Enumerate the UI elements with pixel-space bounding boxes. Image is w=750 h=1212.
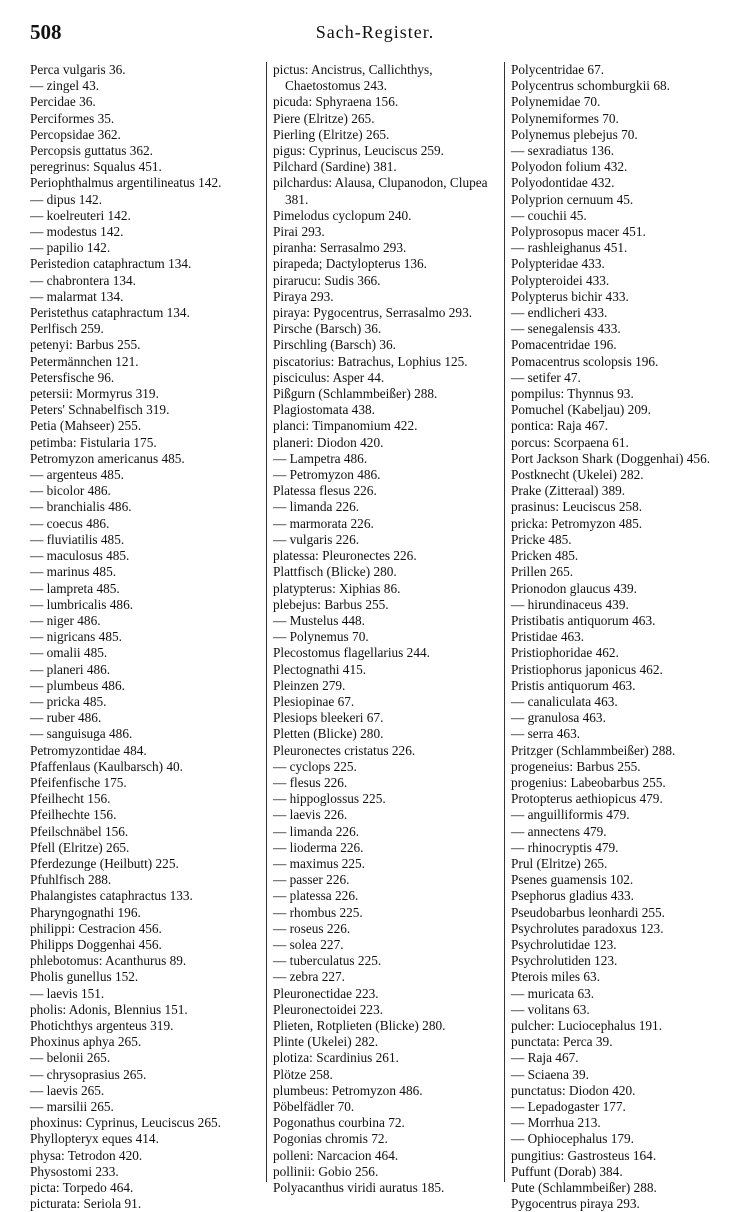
index-entry: Philipps Doggenhai 456. — [30, 936, 162, 952]
index-entry: Prake (Zitteraal) 389. — [511, 483, 626, 499]
index-entry: Phoxinus aphya 265. — [30, 1034, 142, 1050]
index-entry: Petromyzon americanus 485. — [30, 450, 185, 466]
index-entry: — ruber 486. — [30, 710, 102, 726]
index-entry: planci: Timpanomium 422. — [273, 418, 418, 434]
index-entry: picta: Torpedo 464. — [30, 1180, 134, 1196]
index-entry: Pleuronectes cristatus 226. — [273, 742, 416, 758]
index-entry: Phyllopteryx eques 414. — [30, 1131, 159, 1147]
index-entry: Pricke 485. — [511, 531, 572, 547]
index-entry: — cyclops 225. — [273, 758, 357, 774]
index-entry: — laevis 151. — [30, 985, 105, 1001]
index-entry: — marinus 485. — [30, 564, 117, 580]
index-entry: Psephorus gladius 433. — [511, 888, 634, 904]
index-entry: — chabrontera 134. — [30, 272, 136, 288]
index-entry: — niger 486. — [30, 612, 101, 628]
index-entry: — annectens 479. — [511, 823, 607, 839]
index-entry: Pfeilschnäbel 156. — [30, 823, 129, 839]
index-entry: — sexradiatus 136. — [511, 143, 615, 159]
index-entry: Piere (Elritze) 265. — [273, 110, 375, 126]
index-entry: Pristibatis antiquorum 463. — [511, 612, 656, 628]
index-entry: Percidae 36. — [30, 94, 96, 110]
index-entry: — dipus 142. — [30, 191, 103, 207]
index-entry: Pomacentrus scolopsis 196. — [511, 353, 659, 369]
index-entry: — chrysoprasius 265. — [30, 1066, 147, 1082]
index-entry: Polyodontidae 432. — [511, 175, 615, 191]
index-entry: Protopterus aethiopicus 479. — [511, 791, 663, 807]
index-entry: pungitius: Gastrosteus 164. — [511, 1147, 657, 1163]
index-entry: — rashleighanus 451. — [511, 240, 628, 256]
index-entry: polleni: Narcacion 464. — [273, 1147, 399, 1163]
index-entry: — laevis 265. — [30, 1082, 105, 1098]
index-entry: Pfeifenfische 175. — [30, 774, 127, 790]
index-entry: — maximus 225. — [273, 855, 365, 871]
index-entry: Plieten, Rotplieten (Blicke) 280. — [273, 1017, 446, 1033]
index-entry: Petia (Mahseer) 255. — [30, 418, 142, 434]
index-entry: prasinus: Leuciscus 258. — [511, 499, 643, 515]
index-entry: — malarmat 134. — [30, 288, 124, 304]
index-entry: platypterus: Xiphias 86. — [273, 580, 401, 596]
index-entry: Polypteridae 433. — [511, 256, 605, 272]
index-entry: — bicolor 486. — [30, 483, 111, 499]
index-entry: Petromyzontidae 484. — [30, 742, 147, 758]
index-entry: Percopsidae 362. — [30, 126, 121, 142]
index-entry: Peristethus cataphractum 134. — [30, 305, 190, 321]
index-entry: Periophthalmus argentilineatus 142. — [30, 175, 222, 191]
index-entry: — lumbricalis 486. — [30, 596, 134, 612]
index-entry: — volitans 63. — [511, 1001, 590, 1017]
index-entry: — zingel 43. — [30, 78, 100, 94]
index-entry: — muricata 63. — [511, 985, 595, 1001]
index-entry: — Ophiocephalus 179. — [511, 1131, 634, 1147]
index-entry: Pierling (Elritze) 265. — [273, 126, 390, 142]
index-entry: pholis: Adonis, Blennius 151. — [30, 1001, 188, 1017]
index-entry: Polyodon folium 432. — [511, 159, 628, 175]
index-entry: phlebotomus: Acanthurus 89. — [30, 953, 187, 969]
index-entry: — papilio 142. — [30, 240, 111, 256]
index-column-1 — [30, 62, 250, 1212]
index-entry: Pomacentridae 196. — [511, 337, 617, 353]
index-entry: Prillen 265. — [511, 564, 574, 580]
index-entry: — Lampetra 486. — [273, 450, 368, 466]
index-entry: Pogonias chromis 72. — [273, 1131, 388, 1147]
index-entry: — marmorata 226. — [273, 515, 374, 531]
index-entry: Pleuronectidae 223. — [273, 985, 379, 1001]
index-column-2 — [266, 62, 511, 1196]
index-entry: Pharyngognathi 196. — [30, 904, 141, 920]
index-entry: Pletten (Blicke) 280. — [273, 726, 384, 742]
page-number: 508 — [30, 20, 62, 44]
index-entry: — nigricans 485. — [30, 629, 122, 645]
index-entry: Polynemus plebejus 70. — [511, 126, 638, 142]
index-entry: Plattfisch (Blicke) 280. — [273, 564, 397, 580]
index-entry: Pseudobarbus leonhardi 255. — [511, 904, 665, 920]
index-entry: Platessa flesus 226. — [273, 483, 377, 499]
index-entry: Perlfisch 259. — [30, 321, 104, 337]
index-entry: — planeri 486. — [30, 661, 111, 677]
index-entry: Pterois miles 63. — [511, 969, 601, 985]
index-entry: Polycentridae 67. — [511, 62, 605, 77]
index-entry: Pirai 293. — [273, 224, 325, 240]
index-entry: Polyprion cernuum 45. — [511, 191, 634, 207]
index-entry: Pfuhlfisch 288. — [30, 872, 112, 888]
index-entry: Postknecht (Ukelei) 282. — [511, 467, 644, 483]
index-entry: pirarucu: Sudis 366. — [273, 272, 381, 288]
index-entry: Pute (Schlammbeißer) 288. — [511, 1180, 657, 1196]
index-entry: — Mustelus 448. — [273, 612, 365, 628]
index-column-3 — [504, 62, 747, 1212]
index-entry: — plumbeus 486. — [30, 677, 125, 693]
index-entry: Plinte (Ukelei) 282. — [273, 1034, 379, 1050]
index-entry: Pristiophorus japonicus 462. — [511, 661, 663, 677]
index-entry: Pimelodus cyclopum 240. — [273, 207, 412, 223]
index-entry: Perca vulgaris 36. — [30, 62, 126, 77]
index-entry: physa: Tetrodon 420. — [30, 1147, 143, 1163]
index-entry: — sanguisuga 486. — [30, 726, 133, 742]
index-entry: — lampreta 485. — [30, 580, 120, 596]
index-entry: Plecostomus flagellarius 244. — [273, 645, 430, 661]
index-entry: Peters' Schnabelfisch 319. — [30, 402, 170, 418]
index-entry: punctatus: Diodon 420. — [511, 1082, 636, 1098]
index-entry: Physostomi 233. — [30, 1163, 119, 1179]
index-entry: — omalii 485. — [30, 645, 108, 661]
index-entry: — rhinocryptis 479. — [511, 839, 619, 855]
index-entry: — flesus 226. — [273, 774, 348, 790]
index-entry: — passer 226. — [273, 872, 350, 888]
index-entry: — coecus 486. — [30, 515, 110, 531]
index-entry: plotiza: Scardinius 261. — [273, 1050, 399, 1066]
index-entry: — limanda 226. — [273, 499, 360, 515]
index-entry: — setifer 47. — [511, 369, 581, 385]
index-entry: Plagiostomata 438. — [273, 402, 375, 418]
index-entry: — argenteus 485. — [30, 467, 124, 483]
page-title: Sach-Register. — [315, 22, 435, 42]
index-entry: planeri: Diodon 420. — [273, 434, 384, 450]
index-entry: — laevis 226. — [273, 807, 348, 823]
index-entry: piranha: Serrasalmo 293. — [273, 240, 407, 256]
index-entry: Pholis gunellus 152. — [30, 969, 139, 985]
index-entry: piraya: Pygocentrus, Serrasalmo 293. — [273, 305, 473, 321]
index-entry: Polypterus bichir 433. — [511, 288, 629, 304]
index-entry: Plesiopinae 67. — [273, 693, 355, 709]
index-entry: Pleinzen 279. — [273, 677, 346, 693]
index-entry: — canaliculata 463. — [511, 693, 618, 709]
index-entry: pompilus: Thynnus 93. — [511, 386, 634, 402]
index-entry: Peristedion cataphractum 134. — [30, 256, 192, 272]
index-entry: — Lepadogaster 177. — [511, 1099, 626, 1114]
index-entry: — endlicheri 433. — [511, 305, 608, 321]
index-entry: philippi: Cestracion 456. — [30, 920, 162, 936]
index-entry: Pristidae 463. — [511, 629, 585, 645]
index-entry: pictus: Ancistrus, Callichthys, Chaetostomus 243. — [273, 62, 433, 94]
index-entry: Plötze 258. — [273, 1066, 333, 1082]
index-entry: Port Jackson Shark (Doggenhai) 456. — [511, 450, 711, 466]
index-entry: — granulosa 463. — [511, 710, 606, 726]
index-entry: pricka: Petromyzon 485. — [511, 515, 643, 531]
index-entry: pirapeda; Dactylopterus 136. — [273, 256, 427, 272]
index-entry: Photichthys argenteus 319. — [30, 1017, 174, 1033]
index-entry: Pißgurn (Schlammbeißer) 288. — [273, 386, 438, 402]
index-entry: — Raja 467. — [511, 1050, 579, 1066]
index-entry: Pfeilhecht 156. — [30, 791, 111, 807]
index-entry: — roseus 226. — [273, 920, 351, 936]
index-entry: — pricka 485. — [30, 693, 107, 709]
index-entry: — couchii 45. — [511, 207, 587, 223]
index-entry: Prionodon glaucus 439. — [511, 580, 637, 596]
index-entry: plebejus: Barbus 255. — [273, 596, 389, 612]
index-entry: — rhombus 225. — [273, 904, 363, 920]
index-entry: Pritzger (Schlammbeißer) 288. — [511, 742, 676, 758]
index-entry: peregrinus: Squalus 451. — [30, 159, 162, 175]
index-entry: Pfeilhechte 156. — [30, 807, 117, 823]
index-entry: — Morrhua 213. — [511, 1115, 601, 1131]
index-entry: — platessa 226. — [273, 888, 359, 904]
index-entry: progenius: Labeobarbus 255. — [511, 774, 666, 790]
index-entry: — belonii 265. — [30, 1050, 111, 1066]
index-entry: petimba: Fistularia 175. — [30, 434, 157, 450]
index-entry: Percopsis guttatus 362. — [30, 143, 153, 159]
index-entry: pisciculus: Asper 44. — [273, 369, 385, 385]
index-entry: Pristiophoridae 462. — [511, 645, 619, 661]
index-entry: — tuberculatus 225. — [273, 953, 382, 969]
index-entry: Pirsche (Barsch) 36. — [273, 321, 382, 337]
index-entry: — vulgaris 226. — [273, 531, 360, 547]
index-entry: Piraya 293. — [273, 288, 334, 304]
index-entry: Polycentrus schomburgkii 68. — [511, 78, 670, 94]
index-entry: porcus: Scorpaena 61. — [511, 434, 629, 450]
index-entry: Pygocentrus piraya 293. — [511, 1196, 640, 1212]
index-entry: — hirundinaceus 439. — [511, 596, 629, 612]
index-entry: — anguilliformis 479. — [511, 807, 630, 823]
index-entry: Polynemiformes 70. — [511, 110, 619, 126]
index-entry: phoxinus: Cyprinus, Leuciscus 265. — [30, 1115, 221, 1131]
index-entry: pigus: Cyprinus, Leuciscus 259. — [273, 143, 445, 159]
index-entry: Puffunt (Dorab) 384. — [511, 1163, 623, 1179]
index-entry: piscatorius: Batrachus, Lophius 125. — [273, 353, 468, 369]
index-entry: Psychrolutiden 123. — [511, 953, 618, 969]
index-entry: plumbeus: Petromyzon 486. — [273, 1082, 423, 1098]
index-entry: Pricken 485. — [511, 548, 579, 564]
index-entry: — maculosus 485. — [30, 548, 130, 564]
index-entry: Pristis antiquorum 463. — [511, 677, 636, 693]
index-entry: — hippoglossus 225. — [273, 791, 386, 807]
index-entry: — Sciaena 39. — [511, 1066, 589, 1082]
index-entry: Plectognathi 415. — [273, 661, 367, 677]
index-entry: — modestus 142. — [30, 224, 124, 240]
index-entry: petenyi: Barbus 255. — [30, 337, 141, 353]
index-entry: — limanda 226. — [273, 823, 360, 839]
index-entry: — marsilii 265. — [30, 1099, 114, 1114]
index-entry: Psychrolutidae 123. — [511, 936, 617, 952]
index-entry: Plesiops bleekeri 67. — [273, 710, 384, 726]
index-entry: — solea 227. — [273, 936, 344, 952]
index-entry: picturata: Seriola 91. — [30, 1196, 142, 1212]
index-entry: progeneius: Barbus 255. — [511, 758, 641, 774]
index-entry: Prul (Elritze) 265. — [511, 855, 608, 871]
index-entry: Polyacanthus viridi auratus 185. — [273, 1180, 445, 1196]
index-entry: Psenes guamensis 102. — [511, 872, 634, 888]
index-entry: Psychrolutes paradoxus 123. — [511, 920, 664, 936]
index-entry: Pferdezunge (Heilbutt) 225. — [30, 855, 179, 871]
index-entry: — fluviatilis 485. — [30, 531, 125, 547]
index-entry: — Polynemus 70. — [273, 629, 369, 645]
index-entry: pontica: Raja 467. — [511, 418, 609, 434]
index-entry: Pfaffenlaus (Kaulbarsch) 40. — [30, 758, 183, 774]
index-entry: Pirschling (Barsch) 36. — [273, 337, 396, 353]
index-entry: — Petromyzon 486. — [273, 467, 381, 483]
index-entry: Polyprosopus macer 451. — [511, 224, 646, 240]
index-entry: — serra 463. — [511, 726, 581, 742]
index-entry: — lioderma 226. — [273, 839, 364, 855]
index-entry: picuda: Sphyraena 156. — [273, 94, 399, 110]
index-entry: platessa: Pleuronectes 226. — [273, 548, 417, 564]
index-entry: punctata: Perca 39. — [511, 1034, 613, 1050]
index-entry: pollinii: Gobio 256. — [273, 1163, 379, 1179]
index-entry: Petermännchen 121. — [30, 353, 139, 369]
index-entry: — koelreuteri 142. — [30, 207, 131, 223]
index-entry: Polypteroidei 433. — [511, 272, 610, 288]
index-entry: — zebra 227. — [273, 969, 345, 985]
index-entry: Polynemidae 70. — [511, 94, 601, 110]
index-entry: Pfell (Elritze) 265. — [30, 839, 130, 855]
index-entry: Phalangistes cataphractus 133. — [30, 888, 193, 904]
index-entry: Perciformes 35. — [30, 110, 115, 126]
index-entry: Petersfische 96. — [30, 369, 115, 385]
index-entry: Pogonathus courbina 72. — [273, 1115, 405, 1131]
index-entry: — senegalensis 433. — [511, 321, 621, 337]
index-entry: Pilchard (Sardine) 381. — [273, 159, 397, 175]
index-entry: petersii: Mormyrus 319. — [30, 386, 159, 402]
index-entry: Pomuchel (Kabeljau) 209. — [511, 402, 651, 418]
index-entry: pilchardus: Alausa, Clupanodon, Clupea 381. — [273, 175, 488, 207]
index-entry: pulcher: Luciocephalus 191. — [511, 1017, 663, 1033]
index-entry: Pleuronectoidei 223. — [273, 1001, 384, 1017]
index-entry: — branchialis 486. — [30, 499, 132, 515]
index-entry: Pöbelfädler 70. — [273, 1099, 355, 1114]
